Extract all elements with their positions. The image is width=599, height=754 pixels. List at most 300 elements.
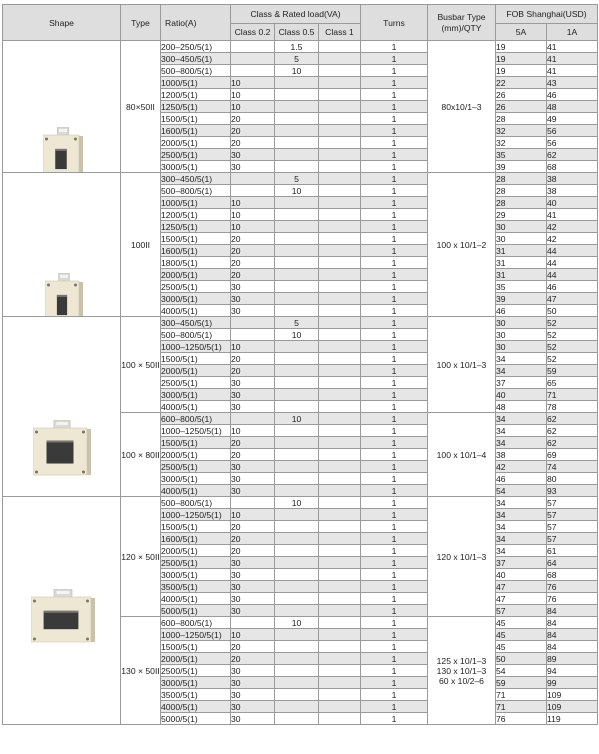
class05-cell xyxy=(275,665,319,677)
price-5a-cell: 38 xyxy=(496,449,547,461)
price-5a-cell: 19 xyxy=(496,41,547,53)
turns-cell: 1 xyxy=(361,101,428,113)
class02-cell: 10 xyxy=(231,89,275,101)
ratio-cell: 1200/5(1) xyxy=(161,209,231,221)
type-cell: 130 × 50II xyxy=(121,617,161,725)
class02-cell: 30 xyxy=(231,605,275,617)
price-5a-cell: 59 xyxy=(496,677,547,689)
class1-cell xyxy=(319,521,361,533)
price-5a-cell: 32 xyxy=(496,125,547,137)
ratio-cell: 4000/5(1) xyxy=(161,305,231,317)
price-1a-cell: 48 xyxy=(547,101,598,113)
price-1a-cell: 44 xyxy=(547,257,598,269)
class02-cell: 30 xyxy=(231,377,275,389)
class02-cell: 30 xyxy=(231,281,275,293)
busbar-line: 130 x 10/1–3 xyxy=(436,665,487,676)
price-5a-cell: 19 xyxy=(496,65,547,77)
price-1a-cell: 80 xyxy=(547,473,598,485)
header-busbar-line1: Busbar Type xyxy=(437,11,486,22)
price-5a-cell: 45 xyxy=(496,617,547,629)
ratio-cell: 1600/5(1) xyxy=(161,125,231,137)
header-price-1a: 1A xyxy=(547,24,598,41)
class1-cell xyxy=(319,605,361,617)
turns-cell: 1 xyxy=(361,461,428,473)
header-class05: Class 0.5 xyxy=(275,24,319,41)
price-5a-cell: 19 xyxy=(496,53,547,65)
busbar-cell xyxy=(428,413,496,497)
ratio-cell: 4000/5(1) xyxy=(161,485,231,497)
class1-cell xyxy=(319,401,361,413)
price-5a-cell: 48 xyxy=(496,401,547,413)
ratio-cell: 1000/5(1) xyxy=(161,197,231,209)
price-1a-cell: 46 xyxy=(547,281,598,293)
ratio-cell: 1800/5(1) xyxy=(161,257,231,269)
price-1a-cell: 89 xyxy=(547,653,598,665)
class02-cell: 20 xyxy=(231,269,275,281)
ratio-cell: 200–250/5(1) xyxy=(161,41,231,53)
price-5a-cell: 40 xyxy=(496,569,547,581)
price-5a-cell: 34 xyxy=(496,545,547,557)
class05-cell xyxy=(275,701,319,713)
class05-cell xyxy=(275,161,319,173)
class02-cell xyxy=(231,617,275,629)
turns-cell: 1 xyxy=(361,449,428,461)
class02-cell: 30 xyxy=(231,161,275,173)
price-1a-cell: 46 xyxy=(547,89,598,101)
ratio-cell: 1000–1250/5(1) xyxy=(161,341,231,353)
price-5a-cell: 45 xyxy=(496,629,547,641)
class05-cell: 5 xyxy=(275,317,319,329)
class1-cell xyxy=(319,65,361,77)
price-1a-cell: 41 xyxy=(547,209,598,221)
turns-cell: 1 xyxy=(361,473,428,485)
turns-cell: 1 xyxy=(361,173,428,185)
price-1a-cell: 57 xyxy=(547,521,598,533)
turns-cell: 1 xyxy=(361,53,428,65)
turns-cell: 1 xyxy=(361,269,428,281)
price-5a-cell: 29 xyxy=(496,209,547,221)
header-fob: FOB Shanghai(USD) xyxy=(496,5,598,24)
price-table xyxy=(2,4,598,725)
class1-cell xyxy=(319,497,361,509)
turns-cell: 1 xyxy=(361,149,428,161)
class02-cell xyxy=(231,317,275,329)
price-1a-cell: 84 xyxy=(547,629,598,641)
ratio-cell: 2500/5(1) xyxy=(161,557,231,569)
turns-cell: 1 xyxy=(361,353,428,365)
ratio-cell: 3000/5(1) xyxy=(161,293,231,305)
table-header xyxy=(3,5,598,41)
price-1a-cell: 59 xyxy=(547,365,598,377)
turns-cell: 1 xyxy=(361,593,428,605)
class02-cell: 10 xyxy=(231,509,275,521)
class02-cell xyxy=(231,65,275,77)
ratio-cell: 3000/5(1) xyxy=(161,389,231,401)
class02-cell: 30 xyxy=(231,689,275,701)
class05-cell xyxy=(275,257,319,269)
class1-cell xyxy=(319,245,361,257)
header-busbar xyxy=(428,5,496,41)
class05-cell xyxy=(275,149,319,161)
class05-cell: 10 xyxy=(275,185,319,197)
class1-cell xyxy=(319,185,361,197)
class02-cell xyxy=(231,413,275,425)
class05-cell xyxy=(275,233,319,245)
price-1a-cell: 74 xyxy=(547,461,598,473)
price-1a-cell: 44 xyxy=(547,269,598,281)
turns-cell: 1 xyxy=(361,77,428,89)
price-5a-cell: 39 xyxy=(496,161,547,173)
class05-cell: 5 xyxy=(275,173,319,185)
turns-cell: 1 xyxy=(361,41,428,53)
class1-cell xyxy=(319,149,361,161)
busbar-line: 60 x 10/2–6 xyxy=(439,675,484,686)
price-1a-cell: 62 xyxy=(547,425,598,437)
ratio-cell: 1500/5(1) xyxy=(161,521,231,533)
class05-cell xyxy=(275,689,319,701)
ratio-cell: 5000/5(1) xyxy=(161,713,231,725)
price-5a-cell: 47 xyxy=(496,581,547,593)
price-5a-cell: 76 xyxy=(496,713,547,725)
class1-cell xyxy=(319,77,361,89)
busbar-cell xyxy=(428,317,496,413)
busbar-cell xyxy=(428,41,496,173)
table-row xyxy=(3,41,598,53)
price-5a-cell: 34 xyxy=(496,509,547,521)
turns-cell: 1 xyxy=(361,257,428,269)
price-5a-cell: 28 xyxy=(496,185,547,197)
class02-cell: 30 xyxy=(231,701,275,713)
class02-cell xyxy=(231,41,275,53)
current-transformer-image xyxy=(45,273,83,317)
turns-cell: 1 xyxy=(361,305,428,317)
ratio-cell: 1600/5(1) xyxy=(161,245,231,257)
type-cell: 80×50II xyxy=(121,41,161,173)
ratio-cell: 2500/5(1) xyxy=(161,665,231,677)
type-cell: 120 × 50II xyxy=(121,497,161,617)
turns-cell: 1 xyxy=(361,389,428,401)
price-5a-cell: 35 xyxy=(496,281,547,293)
price-5a-cell: 30 xyxy=(496,221,547,233)
class05-cell xyxy=(275,449,319,461)
class02-cell: 20 xyxy=(231,521,275,533)
ratio-cell: 2500/5(1) xyxy=(161,377,231,389)
ratio-cell: 1000–1250/5(1) xyxy=(161,509,231,521)
class1-cell xyxy=(319,341,361,353)
price-1a-cell: 69 xyxy=(547,449,598,461)
ratio-cell: 3000/5(1) xyxy=(161,161,231,173)
price-1a-cell: 68 xyxy=(547,161,598,173)
class05-cell xyxy=(275,89,319,101)
ratio-cell: 1000–1250/5(1) xyxy=(161,629,231,641)
price-5a-cell: 30 xyxy=(496,329,547,341)
class1-cell xyxy=(319,593,361,605)
class05-cell xyxy=(275,569,319,581)
class02-cell: 30 xyxy=(231,293,275,305)
class1-cell xyxy=(319,473,361,485)
turns-cell: 1 xyxy=(361,425,428,437)
class02-cell xyxy=(231,173,275,185)
class1-cell xyxy=(319,545,361,557)
ratio-cell: 1000/5(1) xyxy=(161,77,231,89)
price-5a-cell: 54 xyxy=(496,485,547,497)
price-5a-cell: 28 xyxy=(496,113,547,125)
class1-cell xyxy=(319,377,361,389)
ratio-cell: 3000/5(1) xyxy=(161,473,231,485)
class05-cell xyxy=(275,509,319,521)
price-5a-cell: 26 xyxy=(496,101,547,113)
price-1a-cell: 41 xyxy=(547,53,598,65)
shape-cell xyxy=(3,317,121,497)
turns-cell: 1 xyxy=(361,545,428,557)
ratio-cell: 1500/5(1) xyxy=(161,641,231,653)
class1-cell xyxy=(319,221,361,233)
ratio-cell: 500–800/5(1) xyxy=(161,497,231,509)
class05-cell xyxy=(275,473,319,485)
class1-cell xyxy=(319,581,361,593)
class02-cell: 30 xyxy=(231,581,275,593)
turns-cell: 1 xyxy=(361,281,428,293)
turns-cell: 1 xyxy=(361,365,428,377)
class05-cell xyxy=(275,101,319,113)
price-5a-cell: 34 xyxy=(496,413,547,425)
ratio-cell: 300–450/5(1) xyxy=(161,317,231,329)
price-1a-cell: 61 xyxy=(547,545,598,557)
class02-cell: 30 xyxy=(231,461,275,473)
class1-cell xyxy=(319,101,361,113)
class05-cell xyxy=(275,77,319,89)
class02-cell: 20 xyxy=(231,137,275,149)
turns-cell: 1 xyxy=(361,377,428,389)
ratio-cell: 3000/5(1) xyxy=(161,569,231,581)
price-1a-cell: 62 xyxy=(547,437,598,449)
price-5a-cell: 32 xyxy=(496,137,547,149)
class02-cell: 30 xyxy=(231,677,275,689)
class02-cell: 20 xyxy=(231,533,275,545)
class05-cell xyxy=(275,581,319,593)
price-5a-cell: 31 xyxy=(496,269,547,281)
turns-cell: 1 xyxy=(361,329,428,341)
turns-cell: 1 xyxy=(361,629,428,641)
class05-cell xyxy=(275,209,319,221)
price-5a-cell: 22 xyxy=(496,77,547,89)
class05-cell xyxy=(275,113,319,125)
turns-cell: 1 xyxy=(361,341,428,353)
ratio-cell: 2000/5(1) xyxy=(161,137,231,149)
price-5a-cell: 26 xyxy=(496,89,547,101)
ratio-cell: 600–800/5(1) xyxy=(161,617,231,629)
class05-cell xyxy=(275,281,319,293)
class1-cell xyxy=(319,197,361,209)
class05-cell xyxy=(275,605,319,617)
price-5a-cell: 28 xyxy=(496,173,547,185)
price-1a-cell: 78 xyxy=(547,401,598,413)
price-1a-cell: 50 xyxy=(547,305,598,317)
type-cell: 100 × 50II xyxy=(121,317,161,413)
class1-cell xyxy=(319,257,361,269)
class02-cell: 30 xyxy=(231,473,275,485)
class05-cell: 10 xyxy=(275,497,319,509)
class05-cell xyxy=(275,461,319,473)
class05-cell: 10 xyxy=(275,413,319,425)
price-1a-cell: 47 xyxy=(547,293,598,305)
header-shape: Shape xyxy=(3,5,121,41)
turns-cell: 1 xyxy=(361,437,428,449)
price-5a-cell: 50 xyxy=(496,653,547,665)
current-transformer-image xyxy=(31,589,95,645)
class1-cell xyxy=(319,437,361,449)
price-1a-cell: 56 xyxy=(547,125,598,137)
class1-cell xyxy=(319,137,361,149)
class05-cell xyxy=(275,485,319,497)
price-5a-cell: 31 xyxy=(496,245,547,257)
class1-cell xyxy=(319,485,361,497)
shape-cell xyxy=(3,41,121,173)
ratio-cell: 1200/5(1) xyxy=(161,89,231,101)
ratio-cell: 4000/5(1) xyxy=(161,593,231,605)
class05-cell: 1.5 xyxy=(275,41,319,53)
class1-cell xyxy=(319,161,361,173)
class1-cell xyxy=(319,209,361,221)
price-5a-cell: 71 xyxy=(496,689,547,701)
class1-cell xyxy=(319,353,361,365)
class02-cell: 30 xyxy=(231,305,275,317)
price-1a-cell: 38 xyxy=(547,173,598,185)
class1-cell xyxy=(319,53,361,65)
class1-cell xyxy=(319,305,361,317)
class02-cell: 10 xyxy=(231,209,275,221)
class02-cell: 20 xyxy=(231,353,275,365)
table-row xyxy=(3,173,598,185)
shape-cell xyxy=(3,497,121,725)
class02-cell: 20 xyxy=(231,113,275,125)
type-cell: 100 × 80II xyxy=(121,413,161,497)
header-ratio: Ratio(A) xyxy=(161,5,231,41)
price-1a-cell: 52 xyxy=(547,353,598,365)
ratio-cell: 2500/5(1) xyxy=(161,461,231,473)
class05-cell xyxy=(275,353,319,365)
turns-cell: 1 xyxy=(361,317,428,329)
class02-cell: 20 xyxy=(231,365,275,377)
class02-cell: 30 xyxy=(231,389,275,401)
price-1a-cell: 40 xyxy=(547,197,598,209)
class05-cell xyxy=(275,377,319,389)
ratio-cell: 3500/5(1) xyxy=(161,581,231,593)
class02-cell: 30 xyxy=(231,401,275,413)
header-class02: Class 0.2 xyxy=(231,24,275,41)
ratio-cell: 2500/5(1) xyxy=(161,281,231,293)
ratio-cell: 1250/5(1) xyxy=(161,221,231,233)
ratio-cell: 4000/5(1) xyxy=(161,401,231,413)
table-body xyxy=(3,41,598,725)
class1-cell xyxy=(319,125,361,137)
ratio-cell: 2000/5(1) xyxy=(161,365,231,377)
class1-cell xyxy=(319,665,361,677)
price-1a-cell: 42 xyxy=(547,233,598,245)
price-5a-cell: 39 xyxy=(496,293,547,305)
class05-cell xyxy=(275,641,319,653)
turns-cell: 1 xyxy=(361,521,428,533)
class02-cell: 10 xyxy=(231,221,275,233)
price-5a-cell: 34 xyxy=(496,497,547,509)
class02-cell: 20 xyxy=(231,653,275,665)
ratio-cell: 3000/5(1) xyxy=(161,677,231,689)
class05-cell xyxy=(275,389,319,401)
turns-cell: 1 xyxy=(361,605,428,617)
price-5a-cell: 30 xyxy=(496,317,547,329)
class02-cell xyxy=(231,497,275,509)
class1-cell xyxy=(319,653,361,665)
class02-cell: 20 xyxy=(231,245,275,257)
price-5a-cell: 45 xyxy=(496,641,547,653)
ratio-cell: 1600/5(1) xyxy=(161,533,231,545)
price-1a-cell: 43 xyxy=(547,77,598,89)
class1-cell xyxy=(319,389,361,401)
class05-cell xyxy=(275,269,319,281)
class02-cell: 30 xyxy=(231,665,275,677)
turns-cell: 1 xyxy=(361,581,428,593)
ratio-cell: 1500/5(1) xyxy=(161,437,231,449)
price-5a-cell: 30 xyxy=(496,233,547,245)
ratio-cell: 1000–1250/5(1) xyxy=(161,425,231,437)
header-type: Type xyxy=(121,5,161,41)
price-1a-cell: 57 xyxy=(547,509,598,521)
class1-cell xyxy=(319,533,361,545)
class05-cell xyxy=(275,305,319,317)
class1-cell xyxy=(319,41,361,53)
price-1a-cell: 64 xyxy=(547,557,598,569)
price-1a-cell: 41 xyxy=(547,65,598,77)
ratio-cell: 500–800/5(1) xyxy=(161,65,231,77)
class1-cell xyxy=(319,557,361,569)
turns-cell: 1 xyxy=(361,245,428,257)
ratio-cell: 4000/5(1) xyxy=(161,701,231,713)
header-turns: Turns xyxy=(361,5,428,41)
price-5a-cell: 34 xyxy=(496,533,547,545)
price-1a-cell: 84 xyxy=(547,605,598,617)
class1-cell xyxy=(319,425,361,437)
price-5a-cell: 46 xyxy=(496,473,547,485)
class1-cell xyxy=(319,617,361,629)
class02-cell: 20 xyxy=(231,545,275,557)
class05-cell xyxy=(275,533,319,545)
class05-cell xyxy=(275,137,319,149)
class02-cell xyxy=(231,185,275,197)
turns-cell: 1 xyxy=(361,617,428,629)
class05-cell xyxy=(275,221,319,233)
class05-cell xyxy=(275,557,319,569)
price-1a-cell: 49 xyxy=(547,113,598,125)
ratio-cell: 500–800/5(1) xyxy=(161,329,231,341)
price-5a-cell: 54 xyxy=(496,665,547,677)
class02-cell: 10 xyxy=(231,197,275,209)
price-5a-cell: 35 xyxy=(496,149,547,161)
price-5a-cell: 47 xyxy=(496,593,547,605)
turns-cell: 1 xyxy=(361,497,428,509)
class02-cell: 20 xyxy=(231,125,275,137)
class05-cell xyxy=(275,629,319,641)
turns-cell: 1 xyxy=(361,89,428,101)
price-1a-cell: 52 xyxy=(547,341,598,353)
class1-cell xyxy=(319,701,361,713)
turns-cell: 1 xyxy=(361,125,428,137)
turns-cell: 1 xyxy=(361,65,428,77)
price-5a-cell: 57 xyxy=(496,605,547,617)
class02-cell: 30 xyxy=(231,569,275,581)
price-5a-cell: 34 xyxy=(496,521,547,533)
ratio-cell: 500–800/5(1) xyxy=(161,185,231,197)
turns-cell: 1 xyxy=(361,413,428,425)
